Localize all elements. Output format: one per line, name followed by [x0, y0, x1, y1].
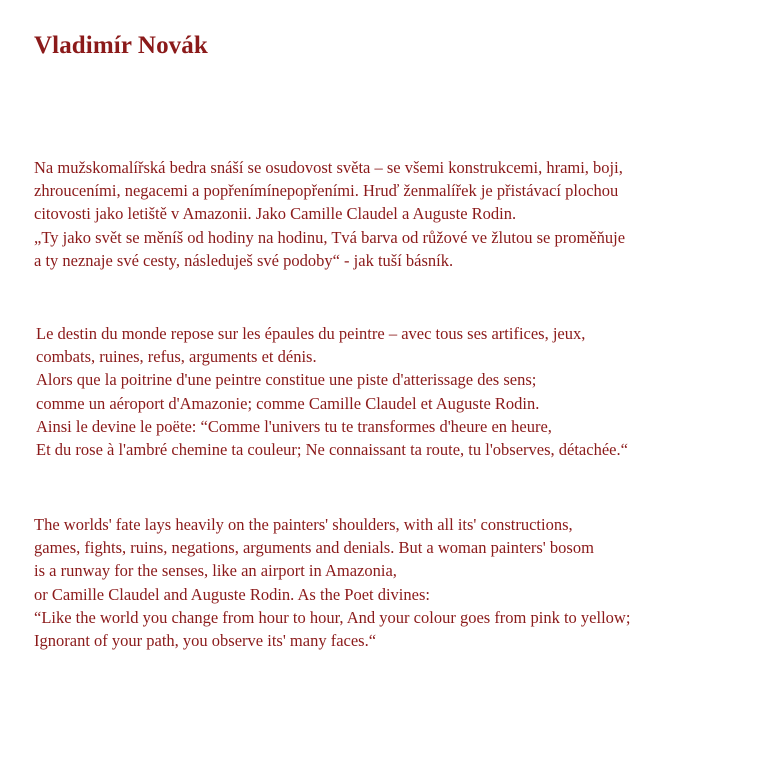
text-line: “Like the world you change from hour to hour, And your colour goes from pink to yellow;	[34, 607, 631, 627]
text-line: zhrouceními, negacemi a popřenímínepopřeními. Hruď ženmalířek je přistávací plochou	[34, 181, 619, 201]
text-line: Le destin du monde repose sur les épaules du peintre – avec tous ses artifices, jeux,	[36, 324, 586, 343]
author-title: Vladimír Novák	[34, 32, 208, 59]
text-line: citovosti jako letiště v Amazonii. Jako Camille Claudel a Auguste Rodin.	[34, 204, 517, 224]
text-line: Ignorant of your path, you observe its' many faces.“	[34, 631, 377, 651]
text-line: „Ty jako svět se měníš od hodiny na hodinu, Tvá barva od růžové ve žlutou se proměňuje	[34, 227, 626, 247]
text-line: is a runway for the senses, like an airport in Amazonia,	[34, 561, 397, 581]
text-line: comme un aéroport d'Amazonie; comme Camille Claudel et Auguste Rodin.	[36, 393, 540, 413]
text-line: Ainsi le devine le poëte: “Comme l'univers tu te transformes d'heure en heure,	[36, 416, 552, 436]
text-line: combats, ruines, refus, arguments et dénis.	[36, 347, 317, 367]
text-line: Na mužskomalířská bedra snáší se osudovost světa – se všemi konstrukcemi, hrami, boji,	[34, 158, 623, 177]
text-line: a ty neznaje své cesty, následuješ své podoby“ - jak tuší básník.	[34, 250, 454, 270]
text-line: The worlds' fate lays heavily on the painters' shoulders, with all its' constructions,	[34, 515, 573, 534]
text-line: games, fights, ruins, negations, arguments and denials. But a woman painters' bosom	[34, 538, 594, 558]
text-line: or Camille Claudel and Auguste Rodin. As the Poet divines:	[34, 584, 430, 604]
text-line: Et du rose à l'ambré chemine ta couleur; Ne connaissant ta route, tu l'observes, détachée.“	[36, 440, 628, 460]
french-paragraph	[36, 322, 628, 461]
english-paragraph	[34, 513, 630, 652]
text-line: Alors que la poitrine d'une peintre constitue une piste d'atterissage des sens;	[36, 370, 537, 390]
czech-paragraph	[34, 156, 625, 272]
